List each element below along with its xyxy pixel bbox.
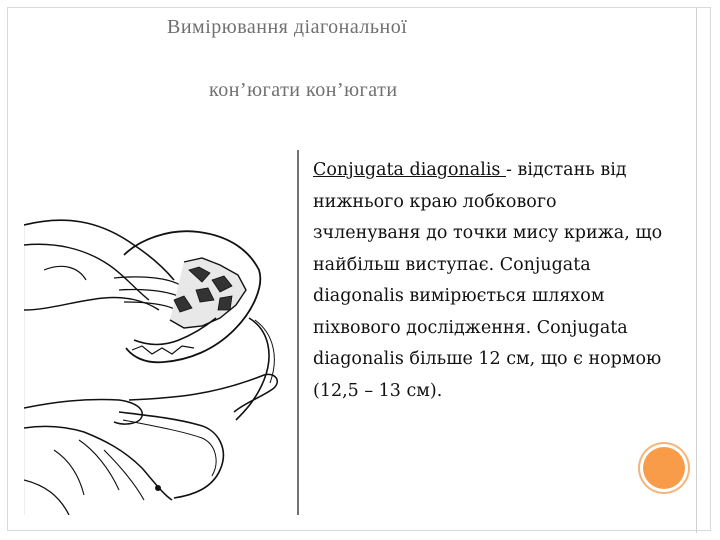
title-line-2-text: кон’югати кон’югати bbox=[209, 79, 398, 101]
definition-text bbox=[313, 155, 663, 407]
term-conjugata-diagonalis: Conjugata diagonalis bbox=[313, 160, 506, 180]
pelvis-measurement-illustration bbox=[24, 150, 299, 515]
slide-side-rule bbox=[696, 8, 697, 533]
title-line-1-text: Вимірювання діагональної bbox=[167, 16, 408, 38]
slide-title-line-1 bbox=[167, 16, 407, 39]
illustration-drawing bbox=[24, 150, 299, 515]
slide-title-line-2 bbox=[209, 79, 398, 102]
definition-body: - відстань від нижнього краю лобкового зчленуваня до точки мису крижа, що найбільш виступає. Conjugata diagonalis вимірюється шляхом піхвового дослідження. Conjugata diagonalis більше 12 см, що є нормою (12,5 – 13 см). bbox=[313, 160, 663, 401]
decorative-orange-circle bbox=[643, 447, 685, 489]
